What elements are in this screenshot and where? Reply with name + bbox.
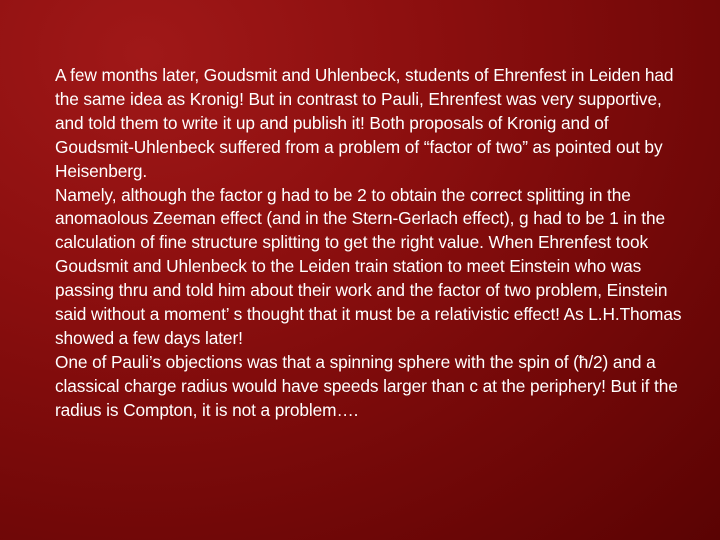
slide-body-text xyxy=(55,64,685,423)
paragraph-goudsmit-uhlenbeck: A few months later, Goudsmit and Uhlenbeck, students of Ehrenfest in Leiden had the same idea as Kronig! But in contrast to Pauli, Ehrenfest was very supportive, and told them to write it up and publish it! Both proposals of Kronig and of Goudsmit-Uhlenbeck suffered from a problem of “factor of two” as pointed out by Heisenberg. xyxy=(55,65,674,181)
paragraph-pauli-objection: One of Pauli’s objections was that a spinning sphere with the spin of (ħ/2) and a classical charge radius would have speeds larger than c at the periphery! But if the radius is Compton, it is not a problem…. xyxy=(55,351,678,420)
paragraph-factor-of-two: Namely, although the factor g had to be 2 to obtain the correct splitting in the anomaolous Zeeman effect (and in the Stern-Gerlach effect), g had to be 1 in the calculation of fine structure splitting to get the right value. When Ehrenfest took Goudsmit and Uhlenbeck to the Leiden train station to meet Einstein who was passing thru and told him about their work and the factor of two problem, Einstein said without a moment’ s thought that it must be a relativistic effect! As L.H.Thomas showed a few days later! xyxy=(55,184,682,348)
